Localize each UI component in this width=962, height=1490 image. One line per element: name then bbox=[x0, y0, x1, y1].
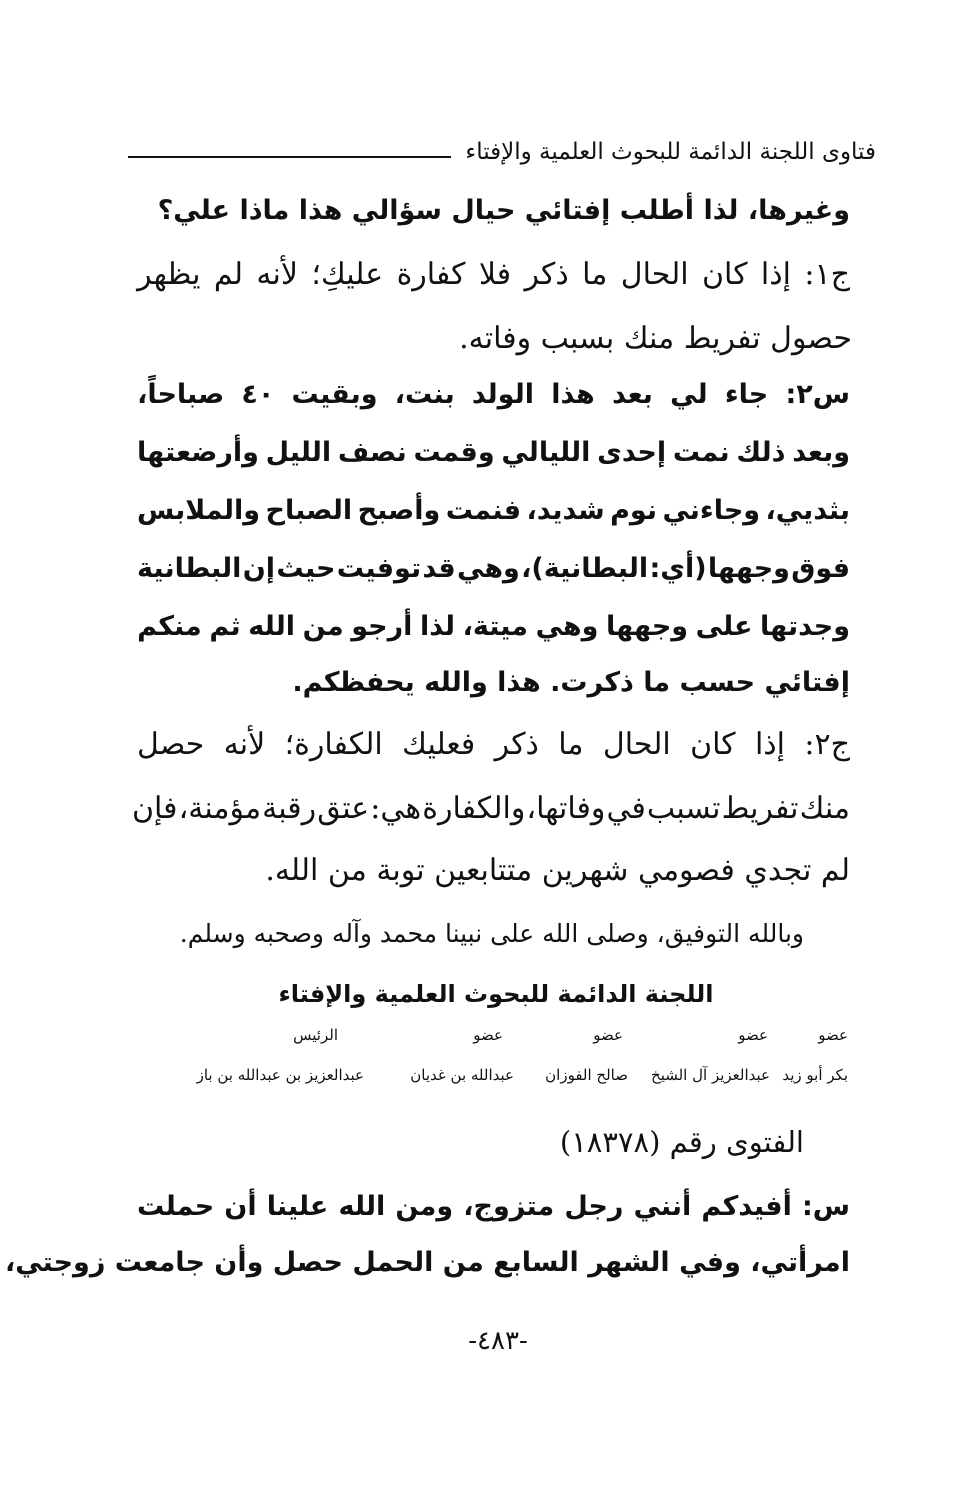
word: وبعد bbox=[792, 437, 850, 468]
word: الصباح bbox=[265, 495, 353, 526]
word: وهي bbox=[535, 611, 599, 642]
word: الله bbox=[338, 1191, 386, 1222]
word: كفارة bbox=[396, 257, 466, 292]
word: بثديي، bbox=[765, 495, 850, 526]
word: على bbox=[695, 611, 753, 642]
word: عليكِ؛ bbox=[311, 257, 384, 292]
word: رقبة bbox=[262, 791, 317, 826]
question-2-line-1 bbox=[137, 378, 850, 412]
word: ٤٠ bbox=[241, 379, 275, 410]
name-member-1: بكر أبو زيد bbox=[782, 1066, 848, 1084]
word: الله bbox=[248, 611, 296, 642]
word: تفريط bbox=[721, 791, 799, 826]
word: وأصبح bbox=[357, 495, 441, 526]
word: وجدتها bbox=[760, 611, 850, 642]
word: حيث bbox=[276, 553, 336, 584]
page-header bbox=[128, 132, 876, 172]
word: ذلك bbox=[736, 437, 786, 468]
word: وهي bbox=[457, 553, 520, 584]
question-3-line-1 bbox=[137, 1190, 850, 1224]
word: ج٢: bbox=[804, 727, 850, 762]
word: كان bbox=[690, 727, 736, 762]
word: هذا bbox=[551, 379, 595, 410]
word: وجاءني bbox=[662, 495, 761, 526]
word: أرجو bbox=[351, 611, 413, 642]
question-2-line-6: إفتائي حسب ما ذكرت. هذا والله يحفظكم. bbox=[292, 667, 850, 698]
name-member-4: عبدالله بن غديان bbox=[410, 1066, 514, 1084]
word: س٢: bbox=[785, 379, 850, 410]
word: الحال bbox=[602, 727, 671, 762]
word: أنني bbox=[633, 1191, 692, 1222]
closing-line: وبالله التوفيق، وصلى الله على نبينا محمد وآله وصحبه وسلم. bbox=[179, 919, 804, 948]
word: إحدى bbox=[597, 437, 667, 468]
word: منك bbox=[799, 791, 850, 826]
word: ثم bbox=[209, 611, 241, 642]
question-2-line-3 bbox=[137, 494, 850, 528]
word: منكم bbox=[137, 611, 202, 642]
word: الكفارة؛ bbox=[284, 727, 383, 762]
word: ميتة، bbox=[462, 611, 529, 642]
word: صباحاً، bbox=[137, 379, 225, 410]
word: كان bbox=[702, 257, 748, 292]
role-president: الرئيس bbox=[293, 1026, 338, 1044]
header-title: فتاوى اللجنة الدائمة للبحوث العلمية والإفتاء bbox=[465, 139, 876, 165]
word: فوق bbox=[791, 553, 850, 584]
word: شديد، bbox=[526, 495, 605, 526]
word: وجهها bbox=[707, 553, 790, 584]
word: عتق bbox=[317, 791, 370, 826]
word: الحال bbox=[620, 257, 689, 292]
word: لم bbox=[213, 257, 243, 292]
committee-title: اللجنة الدائمة للبحوث العلمية والإفتاء bbox=[278, 980, 714, 1008]
word: نصف bbox=[337, 437, 407, 468]
question-2-line-4 bbox=[137, 552, 850, 586]
role-member-1: عضو bbox=[818, 1026, 848, 1044]
word: وبقيت bbox=[291, 379, 378, 410]
word: نوم bbox=[610, 495, 657, 526]
word: متزوج، bbox=[463, 1191, 555, 1222]
word: لي bbox=[670, 379, 708, 410]
word: قد bbox=[422, 553, 456, 584]
word: وجهها bbox=[606, 611, 689, 642]
word: لذا bbox=[420, 611, 456, 642]
word: البطانية bbox=[137, 553, 242, 584]
word: هي: bbox=[370, 791, 422, 826]
word: توفيت bbox=[336, 553, 422, 584]
word: فلا bbox=[478, 257, 512, 292]
question-3-line-2: امرأتي، وفي الشهر السابع من الحمل حصل وأن جامعت زوجتي، bbox=[4, 1247, 850, 1278]
answer-1-line-1 bbox=[137, 256, 850, 294]
question-2-line-5 bbox=[137, 610, 850, 644]
fatwa-number: الفتوى رقم (١٨٣٧٨) bbox=[559, 1125, 804, 1159]
word: البطانية)، bbox=[521, 553, 649, 584]
word: الليل bbox=[265, 437, 332, 468]
word: جاء bbox=[724, 379, 769, 410]
word: ما bbox=[558, 727, 584, 762]
word: يظهر bbox=[137, 257, 201, 292]
question-1-end: وغيرها، لذا أطلب إفتائي حيال سؤالي هذا ماذا علي؟ bbox=[157, 195, 850, 226]
word: (أي: bbox=[649, 553, 707, 584]
word: حصل bbox=[137, 727, 205, 762]
word: مؤمنة، bbox=[178, 791, 262, 826]
word: نمت bbox=[672, 437, 730, 468]
word: ج١: bbox=[804, 257, 850, 292]
word: أفيدكم bbox=[701, 1191, 792, 1222]
role-member-4: عضو bbox=[473, 1026, 503, 1044]
word: لأنه bbox=[256, 257, 298, 292]
word: الولد bbox=[471, 379, 534, 410]
word: ومن bbox=[395, 1191, 454, 1222]
word: إذا bbox=[754, 727, 785, 762]
word: بعد bbox=[611, 379, 653, 410]
word: لأنه bbox=[223, 727, 266, 762]
word: فعليك bbox=[402, 727, 476, 762]
word: إن bbox=[242, 553, 276, 584]
answer-2-line-2 bbox=[132, 790, 850, 828]
committee-names-row bbox=[140, 1066, 848, 1084]
committee-roles-row bbox=[140, 1026, 848, 1044]
word: الليالي bbox=[501, 437, 591, 468]
word: تسبب bbox=[646, 791, 721, 826]
name-president: عبدالعزيز بن عبدالله بن باز bbox=[196, 1066, 364, 1084]
word: إذا bbox=[760, 257, 791, 292]
word: وأرضعتها bbox=[137, 437, 259, 468]
word: في bbox=[606, 791, 646, 826]
answer-2-line-3: لم تجدي فصومي شهرين متتابعين توبة من الله. bbox=[265, 853, 850, 888]
word: س: bbox=[801, 1191, 850, 1222]
word: فإن bbox=[132, 791, 178, 826]
name-member-2: عبدالعزيز آل الشيخ bbox=[651, 1066, 770, 1084]
role-member-2: عضو bbox=[738, 1026, 768, 1044]
name-member-3: صالح الفوزان bbox=[545, 1066, 628, 1084]
question-2-line-2 bbox=[137, 436, 850, 470]
answer-2-line-1 bbox=[137, 726, 850, 764]
word: من bbox=[302, 611, 344, 642]
word: علينا bbox=[266, 1191, 329, 1222]
header-rule bbox=[128, 156, 451, 158]
page-number: -٤٨٣- bbox=[468, 1326, 528, 1356]
answer-1-line-2: حصول تفريط منك بسبب وفاته. bbox=[459, 321, 852, 356]
word: ذكر bbox=[524, 257, 569, 292]
word: رجل bbox=[564, 1191, 624, 1222]
role-member-3: عضو bbox=[593, 1026, 623, 1044]
word: حملت bbox=[137, 1191, 215, 1222]
word: بنت، bbox=[394, 379, 455, 410]
word: وقمت bbox=[413, 437, 495, 468]
word: أن bbox=[224, 1191, 257, 1222]
word: والكفارة bbox=[422, 791, 526, 826]
word: والملابس bbox=[137, 495, 261, 526]
word: وفاتها، bbox=[526, 791, 606, 826]
word: ذكر bbox=[494, 727, 539, 762]
word: ما bbox=[582, 257, 608, 292]
word: فنمت bbox=[445, 495, 522, 526]
